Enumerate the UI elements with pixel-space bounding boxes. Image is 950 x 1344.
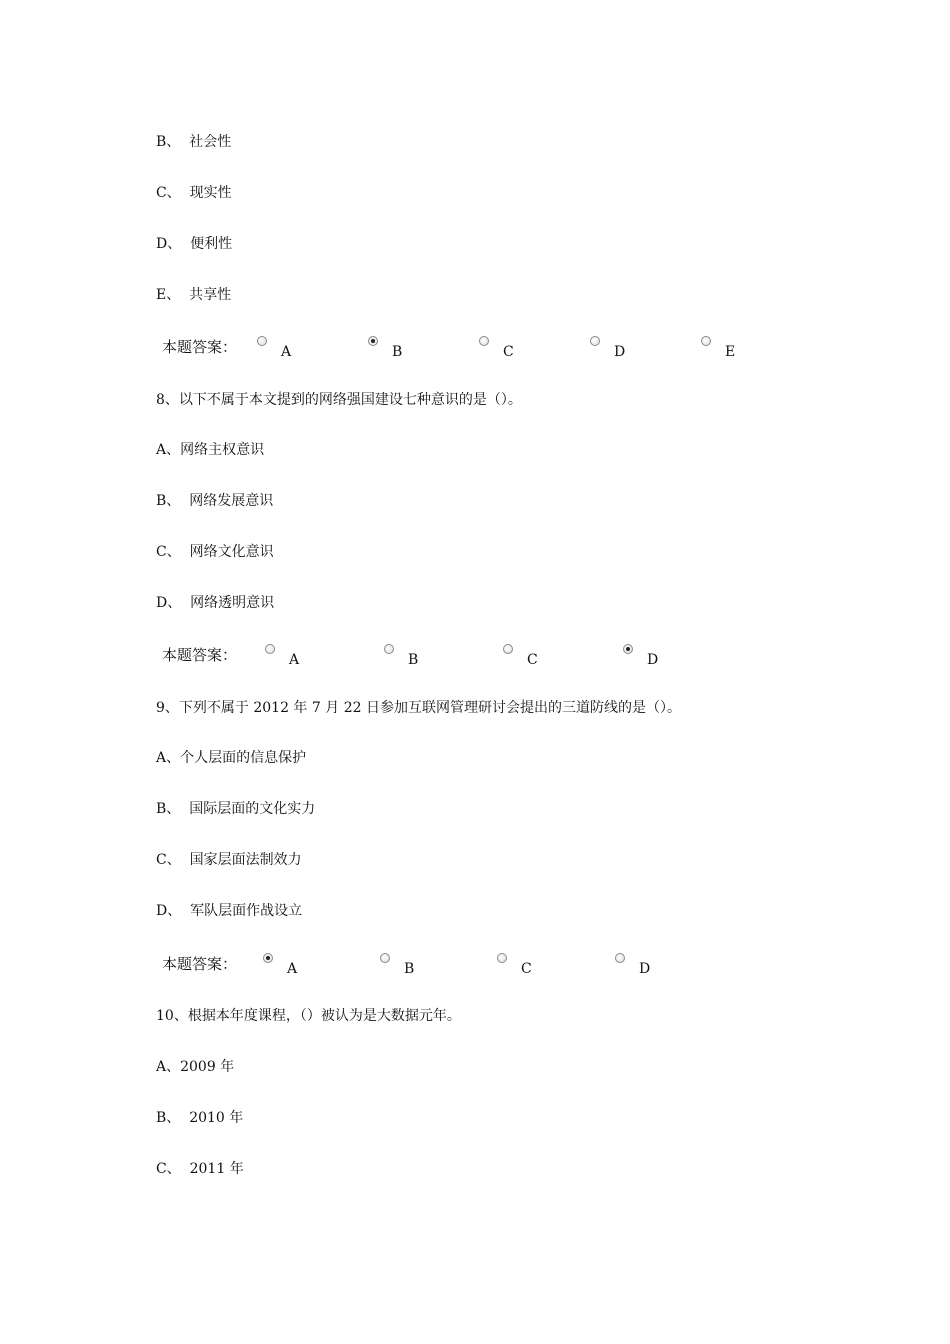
q9-answer-row (162, 955, 862, 979)
radio-icon[interactable] (384, 644, 394, 654)
q8-choice-a[interactable] (265, 646, 305, 670)
radio-checked-icon[interactable] (368, 336, 378, 346)
choice-letter: A (281, 344, 292, 360)
q10-option-a: A、2009 年 (156, 1059, 235, 1075)
radio-icon[interactable] (380, 953, 390, 963)
q7-option-d: D、 便利性 (156, 236, 233, 252)
radio-checked-icon[interactable] (263, 953, 273, 963)
q8-question: 8、以下不属于本文提到的网络强国建设七种意识的是（）。 (156, 392, 522, 408)
q7-option-b: B、 社会性 (156, 134, 232, 150)
q7-choice-d[interactable] (590, 338, 630, 362)
choice-letter: B (404, 961, 415, 977)
radio-icon[interactable] (265, 644, 275, 654)
q8-choice-b[interactable] (384, 646, 424, 670)
q9-option-a: A、个人层面的信息保护 (156, 750, 307, 766)
q7-choice-b[interactable] (368, 338, 408, 362)
q7-option-c: C、 现实性 (156, 185, 232, 201)
q9-option-b: B、 国际层面的文化实力 (156, 801, 316, 817)
choice-letter: D (614, 344, 626, 360)
answer-label: 本题答案： (162, 955, 238, 973)
q9-option-d: D、 军队层面作战设立 (156, 903, 303, 919)
radio-checked-icon[interactable] (623, 644, 633, 654)
radio-icon[interactable] (615, 953, 625, 963)
radio-icon[interactable] (257, 336, 267, 346)
radio-icon[interactable] (497, 953, 507, 963)
q9-choice-c[interactable] (497, 955, 537, 979)
q9-choice-b[interactable] (380, 955, 420, 979)
q8-option-b: B、 网络发展意识 (156, 493, 274, 509)
q7-choice-a[interactable] (257, 338, 297, 362)
q10-option-b: B、 2010 年 (156, 1110, 244, 1126)
q9-choice-d[interactable] (615, 955, 655, 979)
q7-option-e: E、 共享性 (156, 287, 232, 303)
q8-answer-row (162, 646, 862, 670)
choice-letter: A (289, 652, 300, 668)
q8-option-a: A、网络主权意识 (156, 442, 265, 458)
q8-choice-d[interactable] (623, 646, 663, 670)
q10-question: 10、根据本年度课程，（）被认为是大数据元年。 (156, 1008, 461, 1024)
q7-answer-row (162, 338, 862, 362)
q8-choice-c[interactable] (503, 646, 543, 670)
radio-icon[interactable] (479, 336, 489, 346)
radio-icon[interactable] (503, 644, 513, 654)
choice-letter: D (647, 652, 659, 668)
q9-choice-a[interactable] (263, 955, 303, 979)
choice-letter: B (392, 344, 403, 360)
radio-icon[interactable] (701, 336, 711, 346)
choice-letter: C (503, 344, 514, 360)
q9-option-c: C、 国家层面法制效力 (156, 852, 302, 868)
q8-option-d: D、 网络透明意识 (156, 595, 275, 611)
q10-option-c: C、 2011 年 (156, 1161, 244, 1177)
choice-letter: D (639, 961, 651, 977)
q8-option-c: C、 网络文化意识 (156, 544, 274, 560)
q7-choice-c[interactable] (479, 338, 519, 362)
radio-icon[interactable] (590, 336, 600, 346)
answer-label: 本题答案： (162, 646, 238, 664)
choice-letter: C (527, 652, 538, 668)
q9-question: 9、下列不属于 2012 年 7 月 22 日参加互联网管理研讨会提出的三道防线的是（）。 (156, 700, 681, 716)
answer-label: 本题答案： (162, 338, 238, 356)
q7-choice-e[interactable] (701, 338, 741, 362)
choice-letter: A (287, 961, 298, 977)
choice-letter: E (725, 344, 736, 360)
choice-letter: B (408, 652, 419, 668)
choice-letter: C (521, 961, 532, 977)
